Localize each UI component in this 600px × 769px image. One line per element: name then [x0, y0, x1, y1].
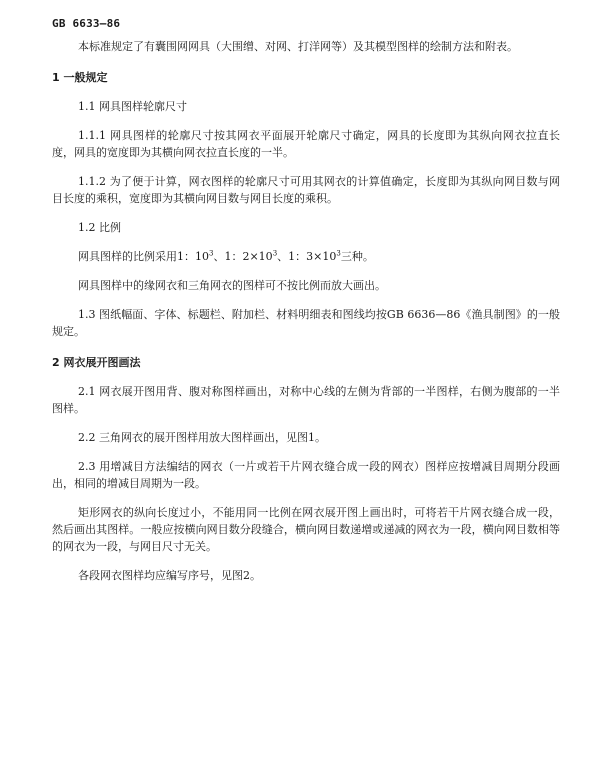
clause-1-1-2: 1.1.2 为了便于计算，网衣图样的轮廓尺寸可用其网衣的计算值确定，长度即为其纵向网目数与网目长度的乘积，宽度即为其横向网目数与网目长度的乘积。	[52, 175, 560, 205]
scale-suffix: 三种。	[340, 250, 374, 263]
clause-1-3: 1.3 图纸幅面、字体、标题栏、附加栏、材料明细表和图线均按GB 6636—86《渔具制图》的一般规定。	[52, 308, 560, 338]
scale-exp-2: 3	[272, 249, 278, 258]
scale-mid-1: 、1：2×10	[213, 250, 273, 263]
scale-prefix: 网具图样的比例采用1：10	[78, 250, 209, 263]
scale-exp-3: 3	[336, 249, 341, 258]
scale-note-paragraph: 网具图样中的缘网衣和三角网衣的图样可不按比例而放大画出。	[78, 279, 386, 292]
clause-2-2: 2.2 三角网衣的展开图样用放大图样画出，见图1。	[78, 431, 326, 444]
rect-netting-paragraph: 矩形网衣的纵向长度过小，不能用同一比例在网衣展开图上画出时，可将若干片网衣缝合成一段，然后画出其图样。一般应按横向网目数分段缝合，横向网目数递增或递减的网衣为一段，横向网目数相等的网衣为一段，与网目尺寸无关。	[52, 506, 560, 553]
clause-2-3: 2.3 用增减目方法编结的网衣（一片或若干片网衣缝合成一段的网衣）图样应按增减目周期分段画出，相同的增减目周期为一段。	[52, 460, 560, 490]
clause-1-1-1: 1.1.1 网具图样的轮廓尺寸按其网衣平面展开轮廓尺寸确定，网具的长度即为其纵向网衣拉直长度，网具的宽度即为其横向网衣拉直长度的一半。	[52, 129, 560, 159]
section-1-heading: 1 一般规定	[52, 71, 108, 84]
scale-mid-2: 、1：3×10	[277, 250, 337, 263]
clause-1-1-heading: 1.1 网具图样轮廓尺寸	[78, 100, 187, 113]
section-2-heading: 2 网衣展开图画法	[52, 356, 141, 369]
numbering-paragraph: 各段网衣图样均应编写序号，见图2。	[78, 569, 261, 582]
document-body	[52, 38, 560, 584]
scale-exp-1: 3	[209, 249, 214, 258]
standard-code-header: GB 6633—86	[52, 17, 121, 30]
scale-paragraph	[52, 248, 560, 265]
clause-1-2-heading: 1.2 比例	[78, 221, 121, 234]
clause-2-1: 2.1 网衣展开图用背、腹对称图样画出，对称中心线的左侧为背部的一半图样，右侧为腹部的一半图样。	[52, 385, 560, 415]
intro-paragraph: 本标准规定了有囊围网网具（大围缯、对网、打洋网等）及其模型图样的绘制方法和附表。	[78, 40, 518, 53]
